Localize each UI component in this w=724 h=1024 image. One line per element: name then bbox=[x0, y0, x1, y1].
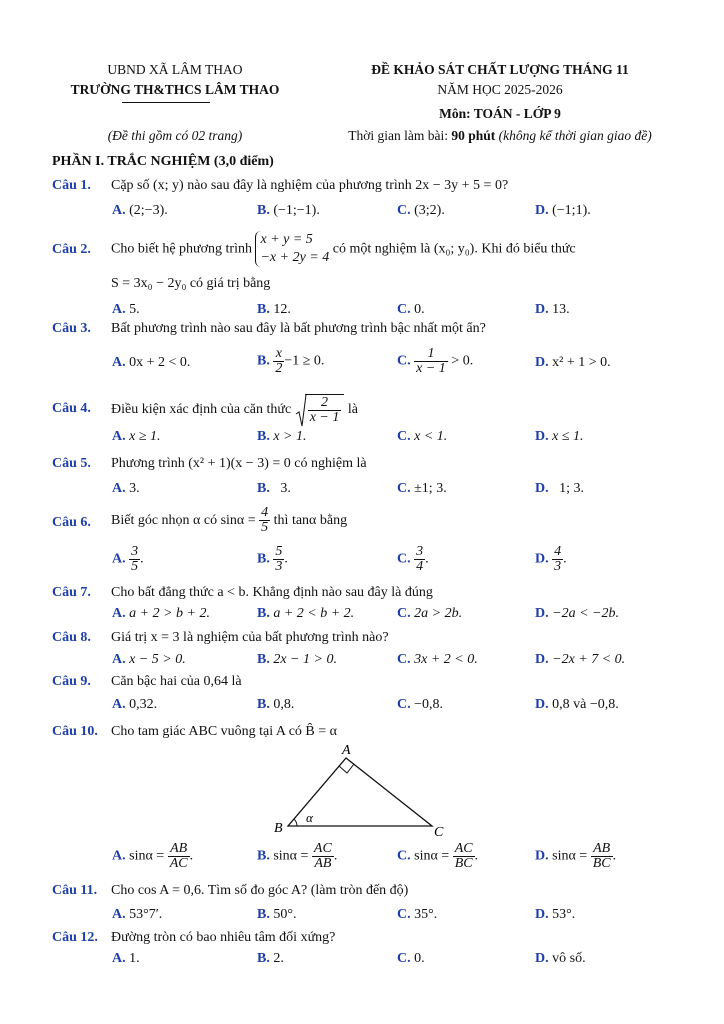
option-b[interactable]: B. $\frac{x}{2}$ −1 ≥ 0. bbox=[257, 346, 325, 376]
exam-page: UBND XÃ LÂM THAO TRƯỜNG TH&THCS LÂM THAO (Đề thi gồm có 02 trang) ĐỀ KHẢO SÁT CHẤT LƯỢNG THÁNG 11 NĂM HỌC 2025-2026 Môn: TOÁN - LỚP 9 Thời gian làm bài: 90 phút (không kể thời gian giao đề) PHẦN I. TRẮC NGHIỆM (3,0 điểm) Câu 1. Cặp số (x; y) nào sau đây là nghiệm của phương trình 2x − 3y + 5 = 0? A. (2;−3). B. (−1;−1). C. (3;2). D. (−1;1). Câu 2. Cho biết hệ phương trình x + y = 5 −x + 2y = 4 có một nghiệm là (x₀; y₀). Khi đó biểu thức S = 3x₀ − 2y₀ có giá trị bằng A. 5. B. 12. C. 0. D. 13. Câu 3. Bất phương trình nào sau đây là bất phương trình bậc nhất một ẩn? A. 0x + 2 < 0. B. $\frac{x}{2}$ −1 ≥ 0. C. $\frac{1}{x - 1}$ > 0. D. x² + 1 > 0. Câu 4. Điều kiện xác định của căn thức $\frac{2}{x - 1}$ là A. x ≥ 1. B. x > 1. C. x < 1. D. x ≤ 1. Câu 5. Phương trình (x² + 1)(x − 3) = 0 có nghiệm là A. 3. B. 3. C. ±1; 3. D. 1; 3. Câu 6. Biết góc nhọn α có sinα = $\frac{4}{5}$ thì tanα bằng A. $\frac{3}{5}$ . B. $\frac{5}{3}$ . C. $\frac{3}{4}$ . D. $\frac{4}{3}$ . Câu 7. Cho bất đẳng thức a < b. Khẳng định nào sau đây là đúng A. a + 2 > b + 2. B. a + 2 < b + 2. C. 2a > 2b. D. −2a < −2b. Câu 8. Giá trị x = 3 là nghiệm của bất phương trình nào? A. x − 5 > 0. B. 2x − 1 > 0. C. 3x + 2 < 0. D. −2x + 7 < 0. Câu 9. Căn bậc hai của 0,64 là A. 0,32. B. 0,8. C. −0,8. D. 0,8 và −0,8. Câu 10. Cho tam giác ABC vuông tại A có B̂ = α A B C α A. sinα = $\frac{AB}{AC}$ . B. sinα = $\frac{AC}{AB}$ . C. sinα = $\frac{AC}{BC}$ . D. sinα = $\frac{AB}{BC}$ . Câu 11. Cho cos A = 0,6. Tìm số đo góc A? (làm tròn đến độ) A. 53°7′. B. 50°. C. 35°. D. 53°. Câu 12. Đường tròn có bao nhiêu tâm đối xứng? A. 1. B. 2. C. 0. D. vô số. bbox=[0, 0, 724, 1024]
option-c[interactable]: C. 0. bbox=[397, 302, 425, 317]
option-a[interactable]: A. x ≥ 1. bbox=[112, 429, 161, 444]
option-d[interactable]: D. x² + 1 > 0. bbox=[535, 355, 611, 370]
school-year: NĂM HỌC 2025-2026 bbox=[437, 82, 563, 97]
square-root: $\frac{2}{x - 1}$ bbox=[295, 394, 345, 425]
question-4-options bbox=[112, 429, 712, 453]
question-9-options bbox=[112, 697, 712, 721]
angle-arc bbox=[294, 819, 297, 826]
option-c[interactable]: C. 3x + 2 < 0. bbox=[397, 652, 478, 667]
option-d[interactable]: D. −2a < −2b. bbox=[535, 606, 619, 621]
option-a[interactable]: A. sinα = $\frac{AB}{AC}$ . bbox=[112, 841, 194, 871]
equation-system: x + y = 5 −x + 2y = 4 bbox=[255, 231, 329, 267]
option-a[interactable]: A. 53°7′. bbox=[112, 907, 163, 922]
option-a[interactable]: A. 5. bbox=[112, 302, 140, 317]
option-c[interactable]: C. sinα = $\frac{AC}{BC}$ . bbox=[397, 841, 479, 871]
school-name: TRƯỜNG TH&THCS LÂM THAO bbox=[70, 82, 280, 97]
page-count-note: (Đề thi gồm có 02 trang) bbox=[107, 128, 243, 143]
question-1-options bbox=[112, 203, 712, 227]
option-a[interactable]: A. a + 2 > b + 2. bbox=[112, 606, 210, 621]
option-b[interactable]: B. a + 2 < b + 2. bbox=[257, 606, 355, 621]
option-d[interactable]: D. 13. bbox=[535, 302, 570, 317]
district-name: UBND XÃ LÂM THAO bbox=[107, 62, 243, 77]
option-b[interactable]: B. (−1;−1). bbox=[257, 203, 320, 218]
option-b[interactable]: B. $\frac{5}{3}$ . bbox=[257, 544, 288, 574]
option-d[interactable]: D. x ≤ 1. bbox=[535, 429, 584, 444]
option-b[interactable]: B. sinα = $\frac{AC}{AB}$ . bbox=[257, 841, 338, 871]
option-c[interactable]: C. ±1; 3. bbox=[397, 481, 447, 496]
option-b[interactable]: B. 3. bbox=[257, 481, 291, 496]
option-d[interactable]: D. sinα = $\frac{AB}{BC}$ . bbox=[535, 841, 617, 871]
option-d[interactable]: D. vô số. bbox=[535, 951, 586, 966]
vertex-c-label: C bbox=[434, 825, 444, 840]
option-c[interactable]: C. 0. bbox=[397, 951, 425, 966]
option-c[interactable]: C. $\frac{1}{x - 1}$ > 0. bbox=[397, 346, 474, 376]
option-d[interactable]: D. 1; 3. bbox=[535, 481, 585, 496]
exam-title: ĐỀ KHẢO SÁT CHẤT LƯỢNG THÁNG 11 bbox=[371, 62, 629, 77]
question-6-options bbox=[112, 545, 712, 577]
subject-line: Môn: TOÁN - LỚP 9 bbox=[439, 106, 561, 121]
option-a[interactable]: A. 1. bbox=[112, 951, 140, 966]
option-b[interactable]: B. x > 1. bbox=[257, 429, 307, 444]
option-b[interactable]: B. 12. bbox=[257, 302, 291, 317]
option-a[interactable]: A. $\frac{3}{5}$ . bbox=[112, 544, 144, 574]
question-11-options bbox=[112, 907, 712, 931]
option-c[interactable]: C. (3;2). bbox=[397, 203, 445, 218]
right-triangle-figure bbox=[270, 740, 470, 840]
option-d[interactable]: D. $\frac{4}{3}$ . bbox=[535, 544, 567, 574]
question-4: Câu 4. Điều kiện xác định của căn thức $\frac{2}{x - 1}$ là bbox=[52, 395, 358, 425]
section-title: PHẦN I. TRẮC NGHIỆM (3,0 điểm) bbox=[52, 154, 274, 169]
option-c[interactable]: C. 2a > 2b. bbox=[397, 606, 463, 621]
question-5-options bbox=[112, 481, 712, 505]
option-d[interactable]: D. 0,8 và −0,8. bbox=[535, 697, 619, 712]
right-angle-mark bbox=[339, 764, 354, 773]
question-12-options bbox=[112, 951, 712, 975]
question-3-options bbox=[112, 347, 712, 381]
option-a[interactable]: A. 0,32. bbox=[112, 697, 158, 712]
option-c[interactable]: C. −0,8. bbox=[397, 697, 444, 712]
option-a[interactable]: A. 3. bbox=[112, 481, 140, 496]
option-d[interactable]: D. (−1;1). bbox=[535, 203, 591, 218]
header-divider bbox=[122, 102, 210, 103]
option-d[interactable]: D. −2x + 7 < 0. bbox=[535, 652, 626, 667]
option-c[interactable]: C. 35°. bbox=[397, 907, 438, 922]
option-b[interactable]: B. 2. bbox=[257, 951, 284, 966]
vertex-a-label: A bbox=[342, 743, 351, 758]
option-b[interactable]: B. 0,8. bbox=[257, 697, 295, 712]
option-a[interactable]: A. (2;−3). bbox=[112, 203, 168, 218]
question-6: Câu 6. Biết góc nhọn α có sinα = $\frac{4}{5}$ thì tanα bằng bbox=[52, 505, 348, 535]
angle-alpha-label: α bbox=[306, 810, 313, 825]
time-line: Thời gian làm bài: 90 phút (không kể thời gian giao đề) bbox=[348, 128, 652, 143]
option-b[interactable]: B. 50°. bbox=[257, 907, 297, 922]
question-10-options bbox=[112, 842, 712, 874]
option-c[interactable]: C. $\frac{3}{4}$ . bbox=[397, 544, 429, 574]
option-a[interactable]: A. x − 5 > 0. bbox=[112, 652, 186, 667]
question-7-options bbox=[112, 606, 712, 630]
option-d[interactable]: D. 53°. bbox=[535, 907, 576, 922]
option-b[interactable]: B. 2x − 1 > 0. bbox=[257, 652, 337, 667]
option-a[interactable]: A. 0x + 2 < 0. bbox=[112, 355, 191, 370]
option-c[interactable]: C. x < 1. bbox=[397, 429, 448, 444]
vertex-b-label: B bbox=[274, 821, 283, 836]
